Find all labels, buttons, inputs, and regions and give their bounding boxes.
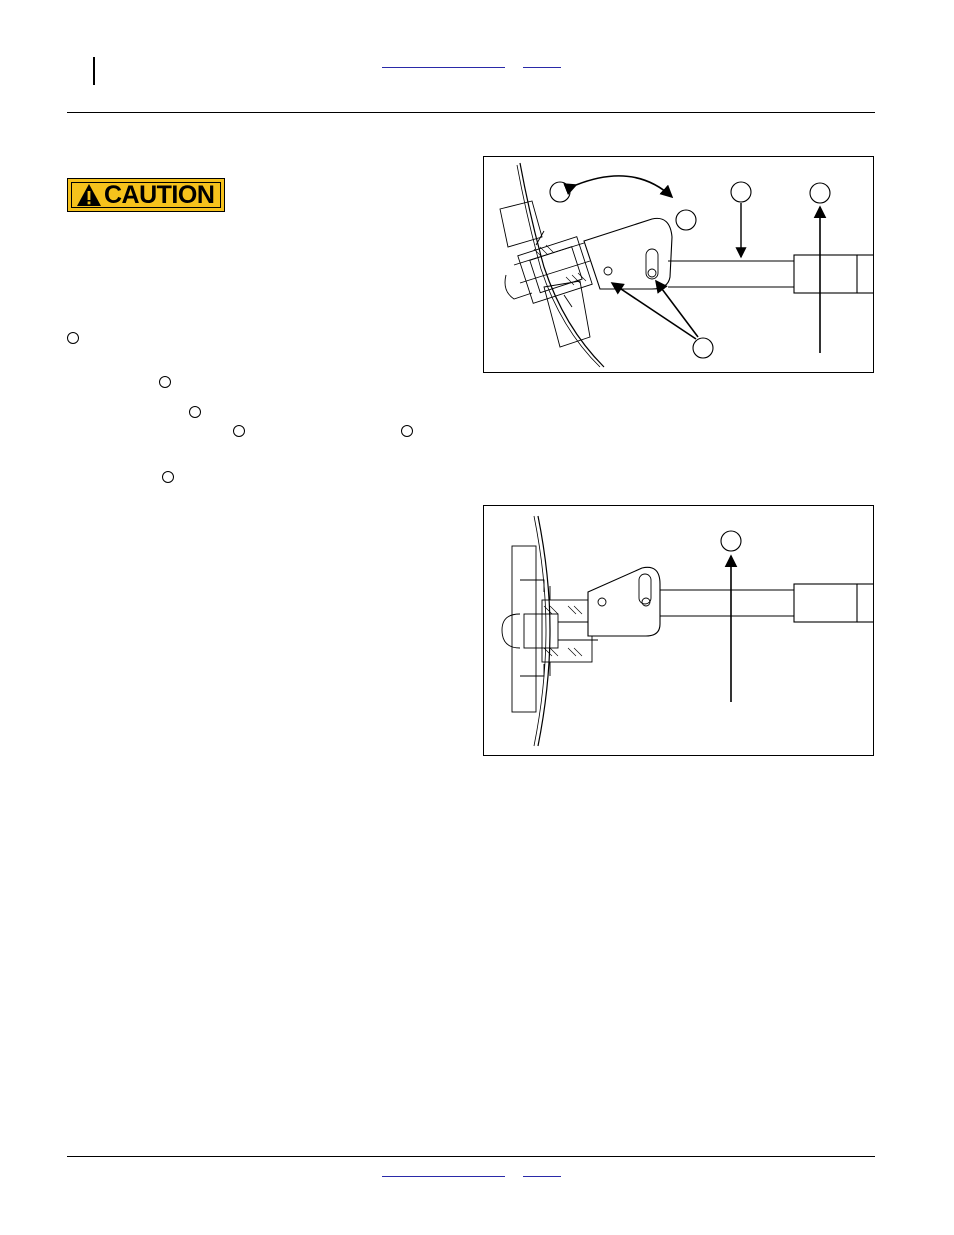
callout-circle xyxy=(162,471,174,483)
caution-label: CAUTION xyxy=(104,180,215,209)
header-link-2[interactable] xyxy=(523,67,561,68)
header-margin-bar xyxy=(93,57,95,85)
warning-triangle-icon xyxy=(76,183,102,207)
figure1-callout-4 xyxy=(810,183,830,203)
footer-link-2[interactable] xyxy=(523,1176,561,1177)
figure1-callout-2 xyxy=(676,210,696,230)
callout-circle xyxy=(159,376,171,388)
hub-assembly-drawing-2 xyxy=(484,506,873,755)
callout-circle xyxy=(233,425,245,437)
figure1-callout-5 xyxy=(693,338,713,358)
figure2-callout-1 xyxy=(721,531,741,551)
figure1-callout-1 xyxy=(550,182,570,202)
caution-badge xyxy=(67,178,225,212)
hub-assembly-figure-2 xyxy=(483,505,874,756)
footer-link-1[interactable] xyxy=(382,1176,505,1177)
figure1-callout-3 xyxy=(731,182,751,202)
hub-assembly-drawing-1 xyxy=(484,157,873,372)
footer-rule xyxy=(67,1156,875,1157)
header-link-1[interactable] xyxy=(382,67,505,68)
callout-circle xyxy=(67,332,79,344)
hub-assembly-figure-1 xyxy=(483,156,874,373)
header-rule xyxy=(67,112,875,113)
callout-circle xyxy=(189,406,201,418)
callout-circle xyxy=(401,425,413,437)
